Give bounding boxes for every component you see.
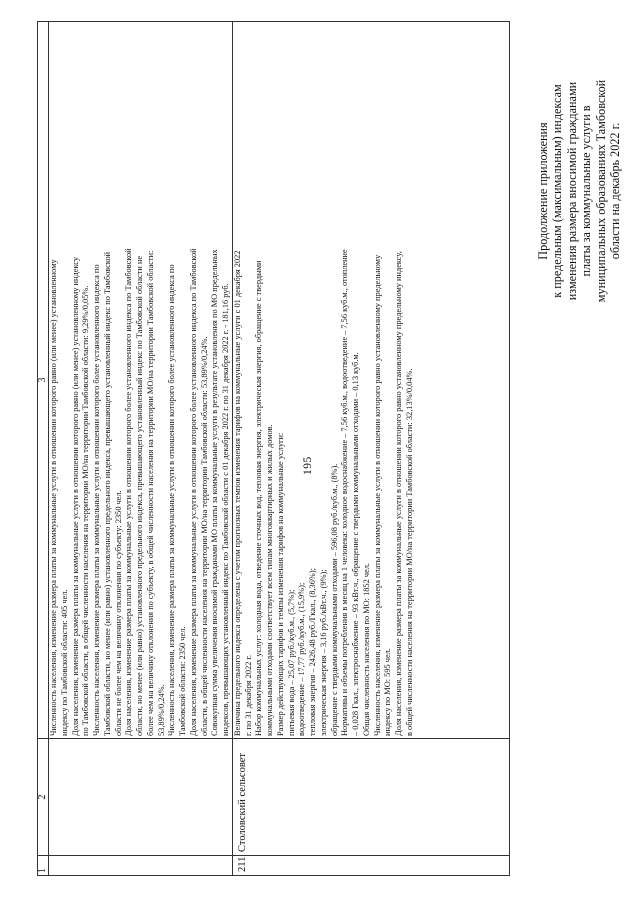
description-line: Размер действующих тарифов и темпы изменения тарифов на коммунальные услуги:	[275, 432, 285, 736]
row-description	[49, 22, 233, 739]
row-number	[49, 856, 233, 876]
description-line: Нормативы и объемы потребления в месяц на 1 человека: холодное водоснабжение – 7,56 куб.м., водоотведение – 7,56 куб.м., отопление	[340, 249, 350, 736]
description-line: индексу по Тамбовской области: 405 чел.	[59, 589, 69, 736]
description-line: Численность населения, изменение размера платы за коммунальные услуги в отношении которого равно установленному предельному	[372, 254, 382, 736]
description-line: Доля населения, изменение размера платы за коммунальные услуги в отношении которого равно установленному предельному индексу,	[394, 251, 403, 736]
description-line: тепловая энергия – 2426,48 руб./Гкал., (8,36%);	[308, 568, 317, 736]
description-line: Набор коммунальных услуг: холодная вода, отведение сточных вод, тепловая энергия, электрическая энергия, обращение с твердыми	[254, 260, 264, 736]
appendix-title-line: муниципальных образованиях Тамбовской	[593, 79, 608, 303]
table-row	[49, 22, 233, 876]
column-number-1: 1	[38, 856, 49, 876]
description-line: Доля населения, изменение размера платы за коммунальные услуги в отношении которого более установленного индекса по Тамбовской	[188, 248, 198, 736]
description-line: более чем на величину отклонения по субъекту, в общей численности населения на территории МО/на территории Тамбовской области:	[145, 250, 155, 736]
description-line: области не более чем на величину отклонения по субъекту: 2350 чел.	[113, 490, 123, 736]
description-line: Совокупная сумма увеличения вносимой гражданами МО платы за коммунальные услуги в результате установления по МО предельных	[210, 249, 220, 736]
column-number-row	[38, 22, 49, 876]
description-line: Численность населения, изменение размера платы за коммунальные услуги в отношении которого более установленного индекса по	[167, 264, 177, 736]
page-number: 195	[302, 456, 314, 475]
description-line: Доля населения, изменение размера платы за коммунальные услуги в отношении которого равно (или менее) установленному индексу	[70, 256, 80, 736]
description-line: коммунальными отходами соответствует всем типам многоквартирных и жилых домов.	[265, 424, 274, 736]
description-line: Тамбовской области: 2350 чел.	[178, 626, 187, 736]
description-line: Доля населения, изменение размера платы за коммунальные услуги в отношении которого более установленного индекса по Тамбовской	[124, 248, 134, 736]
municipality-name: Столовский сельсовет	[232, 739, 509, 856]
description-line: индексу по МО: 595 чел.	[383, 648, 393, 736]
description-line: Численность населения, изменение размера платы за коммунальные услуги в отношении которого более установленного индекса по	[92, 264, 101, 736]
row-number: 211	[232, 856, 509, 876]
column-number-2: 2	[38, 739, 49, 856]
description-line: электрическая энергия – 3,16 руб./кВт.ч., (9%);	[318, 569, 328, 736]
description-line: 53,89%/0,24%.	[156, 684, 166, 736]
row-description	[232, 22, 509, 739]
description-line: обращение с твердыми коммунальными отходами – 596,08 руб./куб.м., (8%).	[329, 463, 339, 736]
description-line: Численность населения, изменение размера платы за коммунальные услуги в отношении которого равно (или менее) установленному	[49, 259, 58, 736]
appendix-title-line: Продолжение приложения	[536, 122, 550, 260]
appendix-title-line: изменения размера вносимой гражданами	[564, 81, 579, 301]
appendix-title	[536, 37, 622, 345]
description-line: Величина предельного индекса определена с учетом прогнозных темпов изменения тарифов на коммунальные услуги с 01 декабря 2022	[232, 250, 242, 736]
description-line: области, в общей численности населения на территории МО/на территории Тамбовской области: 53,89%/0,24%.	[199, 336, 209, 736]
description-line: г. по 31 декабря 2022 г.	[243, 654, 253, 736]
appendix-title-line: области на декабрь 2022 г.	[608, 122, 623, 260]
description-line: по Тамбовской области, в общей численности населения на территории МО/на территории Тамбовской области: 9,29%/0,05%.	[81, 285, 91, 736]
description-line: Общая численность населения по МО: 1852 чел.	[361, 563, 371, 736]
description-line: питьевая вода – 25,07 руб./куб.м., (5,7%);	[286, 589, 296, 736]
description-line: в общей численности населения на территории МО/на территории Тамбовской области: 32,13%/0,04%.	[404, 368, 414, 736]
description-line: водоотведение – 17,77 руб./куб.м., (15,9%);	[297, 582, 307, 736]
column-number-3: 3	[38, 22, 49, 739]
description-line: Тамбовской области, но менее (или равно) установленного предельного индекса, превышающего установленный индекс по Тамбовской	[102, 251, 112, 736]
description-line: – 0,028 Гкал., электроснабжение – 93 кВт.ч., обращение с твердыми коммунальными отходами – 0,13 куб.м.	[351, 352, 360, 736]
table-row	[232, 22, 509, 876]
tariff-table	[37, 21, 510, 876]
appendix-title-line: платы за коммунальные услуги в	[579, 105, 594, 277]
appendix-title-line: к предельным (максимальным) индексам	[550, 84, 565, 298]
municipality-name	[49, 739, 233, 856]
description-line: индексов, превышающих установленный индекс по Тамбовской области с 01 декабря 2022 г. по 31 декабря 2022 г. - 181,16 руб.	[221, 283, 230, 736]
description-line: области, но менее (или равно) установленного предельного индекса, превышающего установленный индекс по Тамбовской области не	[135, 255, 144, 736]
